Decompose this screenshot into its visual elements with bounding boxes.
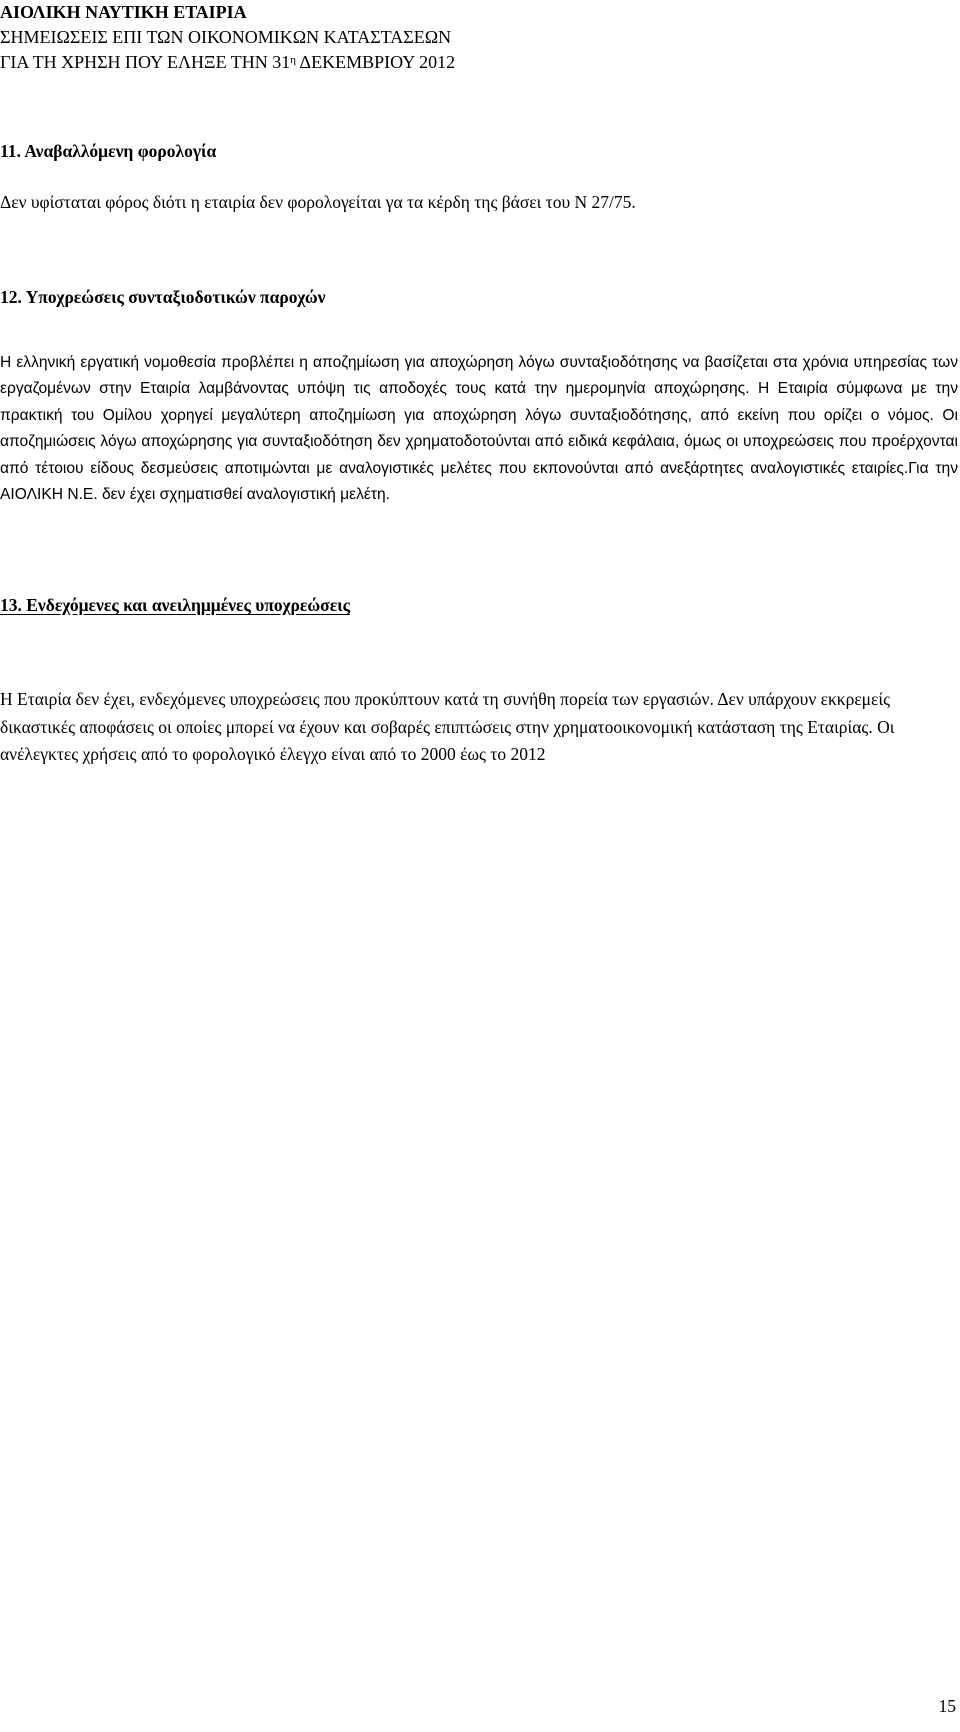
section-12-body: Η ελληνική εργατική νομοθεσία προβλέπει η αποζημίωση για αποχώρηση λόγω συνταξιοδότησης να βασίζεται στα χρόνια υπηρεσίας των εργαζομένων στην Εταιρία λαμβάνοντας υπόψη τις αποδοχές τους κατά την ημερομηνία αποχώρησης. Η Εταιρία σύμφωνα με την πρακτική του Ομίλου χορηγεί μεγαλύτερη αποζημίωση για αποχώρηση λόγω συνταξιοδότησης, από εκείνη που ορίζει ο νόμος. Οι αποζημιώσεις λόγω αποχώρησης για συνταξιοδότηση δεν χρηματοδοτούνται από ειδικά κεφάλαια, όμως οι υποχρεώσεις που προέρχονται από τέτοιου είδους δεσμεύσεις αποτιμώνται με αναλογιστικές μελέτες που εκπονούνται από ανεξάρτητες αναλογιστικές εταιρίες.Για την ΑΙΟΛΙΚΗ Ν.Ε. δεν έχει σχηματισθεί αναλογιστική μελέτη. bbox=[0, 354, 958, 504]
page-number: 15 bbox=[938, 1696, 956, 1716]
period-suffix: ΔΕΚΕΜΒΡΙΟΥ 2012 bbox=[296, 52, 456, 72]
reporting-period bbox=[0, 50, 940, 75]
section-13-title: 13. Ενδεχόμενες και ανειλημμένες υποχρεώσεις bbox=[0, 595, 350, 615]
document-subtitle: ΣΗΜΕΙΩΣΕΙΣ ΕΠΙ ΤΩΝ ΟΙΚΟΝΟΜΙΚΩΝ ΚΑΤΑΣΤΑΣΕΩΝ bbox=[0, 27, 452, 47]
company-name: ΑΙΟΛΙΚΗ ΝΑΥΤΙΚΗ ΕΤΑΙΡΙΑ bbox=[0, 2, 247, 22]
section-13-body: Η Εταιρία δεν έχει, ενδεχόμενες υποχρεώσεις που προκύπτουν κατά τη συνήθη πορεία των εργασιών. Δεν υπάρχουν εκκρεμείς δικαστικές αποφάσεις οι οποίες μπορεί να έχουν και σοβαρές επιπτώσεις στην χρηματοοικονομική κατάσταση της Εταιρίας. Οι ανέλεγκτες χρήσεις από το φορολογικό έλεγχο είναι από το 2000 έως το 2012 bbox=[0, 689, 895, 764]
page-header bbox=[0, 0, 940, 75]
period-prefix: ΓΙΑ ΤΗ ΧΡΗΣΗ ΠΟΥ ΕΛΗΞΕ ΤΗΝ 31 bbox=[0, 52, 291, 72]
section-11-body: Δεν υφίσταται φόρος διότι η εταιρία δεν φορολογείται γα τα κέρδη της βάσει του Ν 27/75. bbox=[0, 192, 636, 212]
section-12-title: 12. Υποχρεώσεις συνταξιοδοτικών παροχών bbox=[0, 287, 326, 307]
period-superscript: η bbox=[290, 54, 297, 66]
section-11-title: 11. Αναβαλλόμενη φορολογία bbox=[0, 141, 217, 161]
